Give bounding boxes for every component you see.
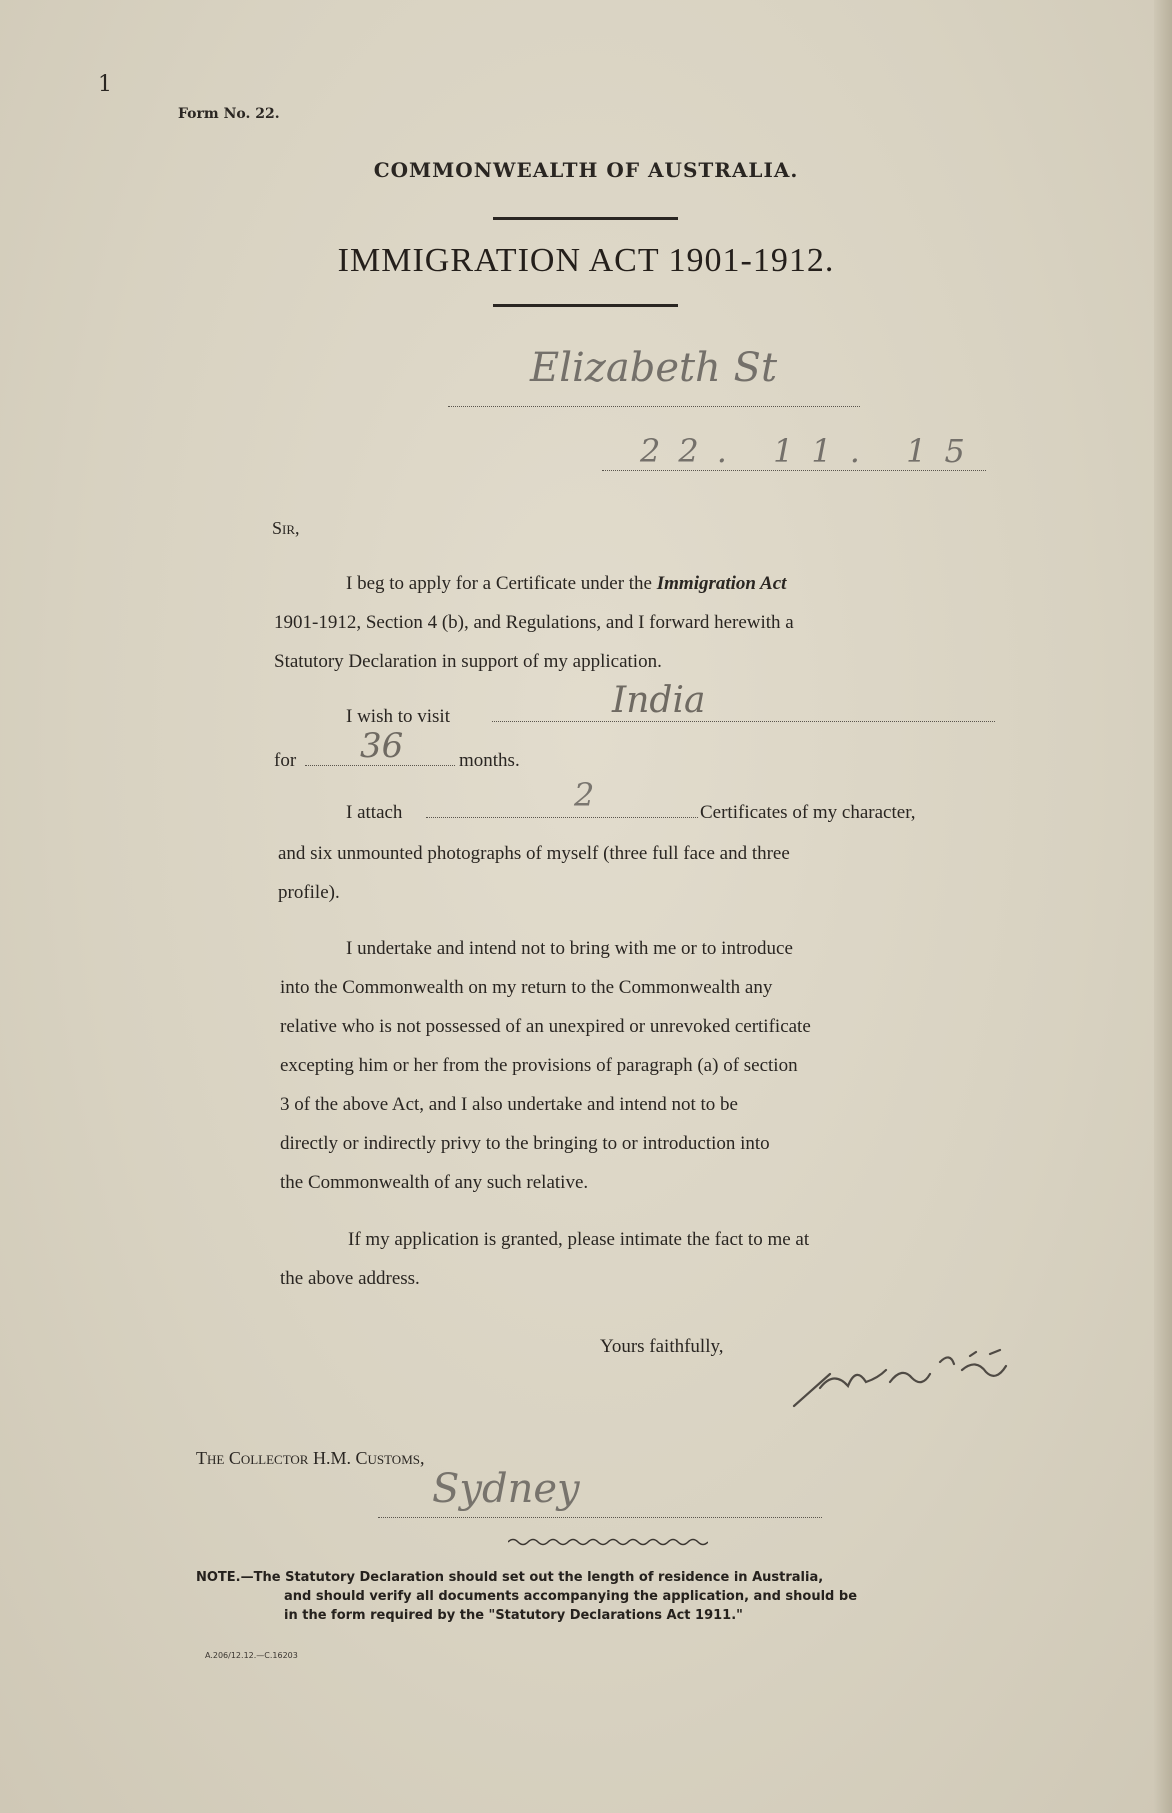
p4-line5: 3 of the above Act, and I also undertake and intend not to be — [280, 1094, 738, 1115]
date-line — [602, 470, 986, 471]
salutation: Sir, — [272, 518, 300, 538]
months-handwritten: 36 — [360, 726, 404, 766]
p4-line4: excepting him or her from the provisions of paragraph (a) of section — [280, 1055, 798, 1076]
note-block — [196, 1568, 857, 1625]
date-handwritten: 22. 11. 15 — [640, 432, 983, 470]
addressee-label: The Collector H.M. Customs, — [196, 1448, 425, 1468]
p3-line3: profile). — [278, 882, 340, 903]
ornamental-rule — [508, 1537, 708, 1547]
closing-yours: Yours faithfully, — [600, 1336, 724, 1357]
months-label: months. — [459, 750, 520, 771]
p4-line3: relative who is not possessed of an unexpired or unrevoked certificate — [280, 1016, 811, 1037]
p3-line2: and six unmounted photographs of myself (three full face and three — [278, 843, 790, 864]
p4-line6: directly or indirectly privy to the bringing to or introduction into — [280, 1133, 770, 1154]
attach-handwritten: 2 — [574, 776, 595, 814]
note-line2: and should verify all documents accompanying the application, and should be — [284, 1589, 858, 1604]
street-line — [448, 406, 860, 407]
p4-line7: the Commonwealth of any such relative. — [280, 1172, 589, 1193]
page-mark: 1 — [98, 72, 112, 97]
heading-rule-bottom — [493, 304, 678, 307]
attach-suffix: Certificates of my character, — [700, 802, 916, 823]
p1-line1-italic: Immigration Act — [656, 573, 787, 594]
attach-line — [426, 817, 698, 818]
act-title: IMMIGRATION ACT 1901-1912. — [337, 242, 835, 279]
street-handwritten: Elizabeth St — [530, 345, 778, 391]
print-code: A.206/12.12.—C.16203 — [205, 1651, 298, 1660]
p4-line1: I undertake and intend not to bring with me or to introduce — [346, 938, 793, 959]
note-line3: in the form required by the "Statutory Declarations Act 1911." — [284, 1608, 743, 1623]
visit-label: I wish to visit — [346, 706, 450, 727]
city-line — [378, 1517, 822, 1518]
form-number: Form No. 22. — [178, 106, 280, 122]
p5-line2: the above address. — [280, 1268, 420, 1289]
p1-line1-text: I beg to apply for a Certificate under the — [346, 573, 652, 594]
p5-line1: If my application is granted, please intimate the fact to me at — [348, 1229, 810, 1250]
city-handwritten: Sydney — [432, 1466, 580, 1512]
p1-line2: 1901-1912, Section 4 (b), and Regulations, and I forward herewith a — [274, 612, 794, 633]
p1-line3: Statutory Declaration in support of my application. — [274, 651, 662, 672]
heading-rule-top — [493, 217, 678, 220]
p4-line2: into the Commonwealth on my return to the Commonwealth any — [280, 977, 773, 998]
signature-image — [790, 1348, 1020, 1410]
for-label: for — [274, 750, 297, 771]
p1-line1 — [346, 564, 1000, 603]
attach-label: I attach — [346, 802, 403, 823]
visit-handwritten: India — [612, 680, 706, 721]
country-heading: COMMONWEALTH OF AUSTRALIA. — [373, 158, 799, 182]
note-line1: NOTE.—The Statutory Declaration should set out the length of residence in Australia, — [196, 1570, 824, 1585]
visit-line — [492, 721, 995, 722]
